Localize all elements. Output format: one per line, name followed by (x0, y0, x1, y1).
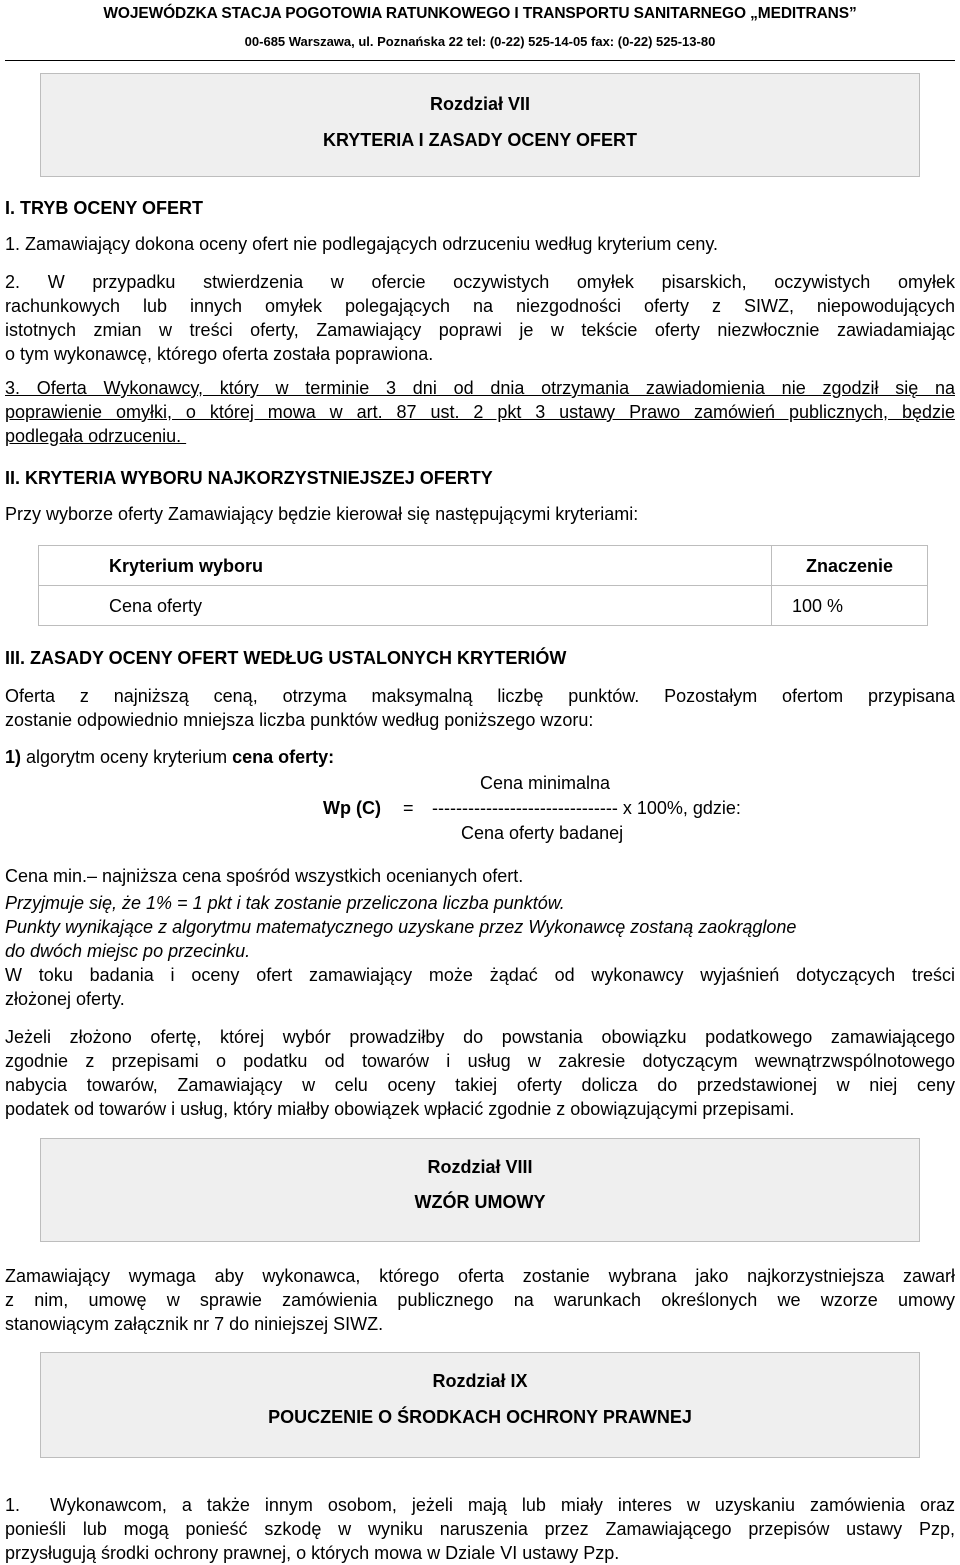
paragraph-line: o tym wykonawcę, którego oferta została poprawiona. (5, 344, 434, 364)
chapter-7-subtitle: KRYTERIA I ZASADY OCENY OFERT (322, 130, 638, 150)
chapter-9-subtitle: POUCZENIE O ŚRODKACH OCHRONY PRAWNEJ (268, 1407, 692, 1427)
section-2-intro: Przy wyborze oferty Zamawiający będzie kierował się następującymi kryteriami: (5, 504, 639, 524)
table-cell-criterion: Cena oferty (39, 586, 772, 626)
paragraph-line: istotnych zmian w treści oferty, Zamawiający poprawi je w tekście oferty niezwłocznie zawiadamiając (5, 320, 955, 340)
paragraph-line: przysługują środki ochrony prawnej, o których mowa w Dziale VI ustawy Pzp. (5, 1543, 620, 1563)
section-3-intro (5, 684, 955, 732)
paragraph-line: złożonej oferty. (5, 989, 125, 1009)
section-1-heading: I. TRYB OCENY OFERT (5, 198, 204, 218)
vat-paragraph (5, 1025, 955, 1121)
formula-fraction-line: ------------------------------- x 100%, gdzie: (432, 798, 741, 818)
chapter-7-title: Rozdział VII (429, 94, 530, 114)
paragraph-line: zostanie odpowiednio mniejsza liczba punktów według poniższego wzoru: (5, 710, 594, 730)
paragraph-line: podlegała odrzuceniu. (5, 426, 187, 446)
chapter-8-paragraph (5, 1264, 955, 1336)
scoring-formula (5, 769, 955, 845)
table-header-weight: Znaczenie (772, 546, 928, 586)
algorithm-criterion: cena oferty: (232, 747, 335, 767)
header-address: 00-685 Warszawa, ul. Poznańska 22 tel: (0-22) 525-14-05 fax: (0-22) 525-13-80 (244, 34, 716, 49)
formula-numerator: Cena minimalna (480, 773, 611, 793)
section-1-point-1: 1. Zamawiający dokona oceny ofert nie podlegających odrzuceniu według kryterium ceny. (5, 234, 719, 254)
header-rule (5, 60, 955, 61)
formula-denominator: Cena oferty badanej (461, 823, 624, 843)
rounding-note (5, 915, 955, 963)
section-2-heading: II. KRYTERIA WYBORU NAJKORZYSTNIEJSZEJ OFERTY (5, 468, 493, 488)
chapter-9-point-1 (5, 1493, 955, 1565)
paragraph-line: stanowiącym załącznik nr 7 do niniejszej SIWZ. (5, 1314, 384, 1334)
chapter-7-box (40, 73, 920, 177)
paragraph-line: z nim, umowę w sprawie zamówienia publicznego na warunkach określonych we wzorze umowy (5, 1290, 955, 1310)
paragraph-line: Punkty wynikające z algorytmu matematycznego uzyskane przez Wykonawcę zostaną zaokrąglone (5, 917, 797, 937)
algorithm-label (5, 745, 955, 769)
paragraph-line: zgodnie z przepisami o podatku od towarów i usług w zakresie dotyczącym wewnątrzwspólnotowego (5, 1051, 955, 1071)
paragraph-line: 3. Oferta Wykonawcy, który w terminie 3 dni od dnia otrzymania zawiadomienia nie zgodził się na (5, 378, 955, 398)
section-1-point-2 (5, 270, 955, 366)
paragraph-line: Oferta z najniższą ceną, otrzyma maksymalną liczbę punktów. Pozostałym ofertom przypisana (5, 686, 955, 706)
points-note: Przyjmuje się, że 1% = 1 pkt i tak zostanie przeliczona liczba punktów. (5, 893, 565, 913)
document-page (5, 0, 955, 1565)
paragraph-line: W toku badania i oceny ofert zamawiający może żądać od wykonawcy wyjaśnień dotyczących treści (5, 965, 955, 985)
formula-lhs: Wp (C) (323, 798, 381, 818)
chapter-9-title: Rozdział IX (432, 1371, 528, 1391)
paragraph-line: nabycia towarów, Zamawiający w celu oceny takiej oferty dolicza do przedstawionej w niej ceny (5, 1075, 955, 1095)
paragraph-line: Jeżeli złożono ofertę, której wybór prowadziłby do powstania obowiązku podatkowego zamawiającego (5, 1027, 955, 1047)
definition-min-price: Cena min.– najniższa cena spośród wszystkich ocenianych ofert. (5, 866, 524, 886)
algorithm-number: 1) (5, 747, 22, 767)
paragraph-line: poprawienie omyłki, o której mowa w art. 87 ust. 2 pkt 3 ustawy Prawo zamówień publicznych, będzie (5, 402, 955, 422)
table-header-criterion: Kryterium wyboru (39, 546, 772, 586)
section-1-point-3 (5, 376, 955, 448)
criteria-table (38, 545, 928, 626)
header-organization: WOJEWÓDZKA STACJA POGOTOWIA RATUNKOWEGO I TRANSPORTU SANITARNEGO „MEDITRANS” (103, 5, 857, 22)
chapter-9-box (40, 1352, 920, 1458)
section-3-heading: III. ZASADY OCENY OFERT WEDŁUG USTALONYCH KRYTERIÓW (5, 648, 567, 668)
clarification-paragraph (5, 963, 955, 1011)
formula-equals: = (403, 798, 414, 818)
chapter-8-box (40, 1138, 920, 1242)
algorithm-text: algorytm oceny kryterium (21, 747, 233, 767)
paragraph-line: Zamawiający wymaga aby wykonawca, którego oferta zostanie wybrana jako najkorzystniejsza zawarł (5, 1266, 955, 1286)
paragraph-line: rachunkowych lub innych omyłek polegających na niezgodności oferty z SIWZ, niepowodujących (5, 296, 955, 316)
chapter-8-subtitle: WZÓR UMOWY (414, 1192, 546, 1212)
table-header-row (39, 546, 928, 586)
paragraph-line: ponieśli lub mogą ponieść szkodę w wyniku naruszenia przez Zamawiającego przepisów ustawy Pzp, (5, 1519, 955, 1539)
paragraph-line: do dwóch miejsc po przecinku. (5, 941, 251, 961)
paragraph-line: podatek od towarów i usług, który miałby obowiązek wpłacić zgodnie z obowiązującymi przepisami. (5, 1099, 795, 1119)
table-row (39, 586, 928, 626)
table-cell-weight: 100 % (772, 586, 928, 626)
paragraph-line: 2. W przypadku stwierdzenia w ofercie oczywistych omyłek pisarskich, oczywistych omyłek (5, 272, 955, 292)
chapter-8-title: Rozdział VIII (427, 1157, 533, 1177)
paragraph-line: 1. Wykonawcom, a także innym osobom, jeżeli mają lub miały interes w uzyskaniu zamówienia oraz (5, 1495, 955, 1515)
